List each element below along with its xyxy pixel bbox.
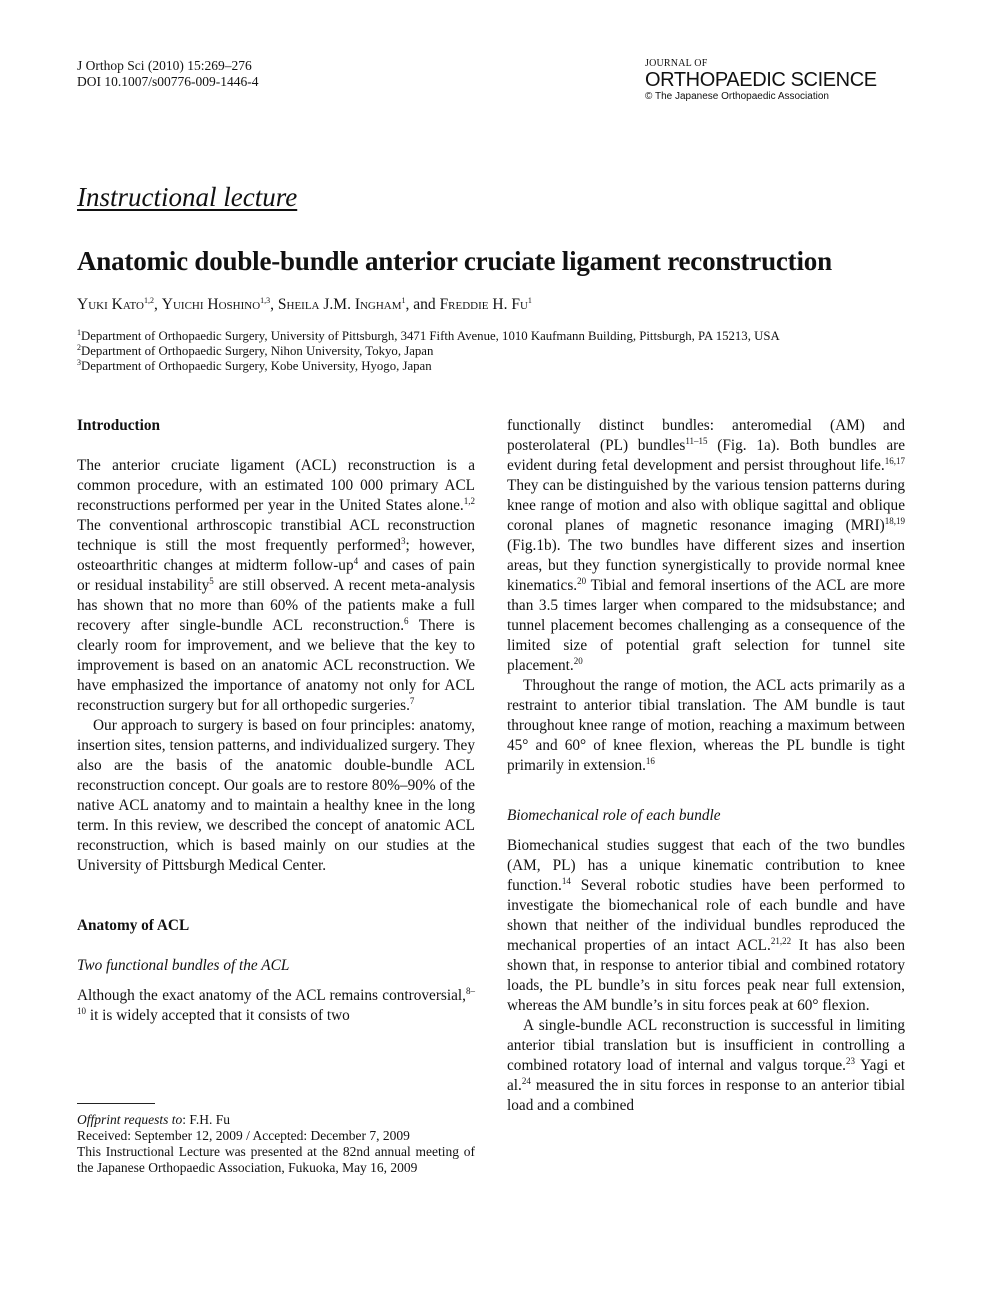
affiliation: $^1$Department of Orthopaedic Surgery, University of Pittsburgh, 3471 Fifth Avenue, 1010 Kaufmann Building, Pittsburgh, PA 15213, USA (77, 328, 780, 343)
journal-logo (645, 58, 877, 103)
citation-superscript: 16 (645, 756, 655, 766)
right-column (507, 416, 905, 1116)
paragraph: Although the exact anatomy of the ACL remains controversial,$^{8-10}$ it is widely accepted that it consists of two (77, 986, 475, 1024)
paragraph: functionally distinct bundles: anteromedial (AM) and posterolateral (PL) bundles$^{11-15}$ (Fig. 1a). Both bundles are evident during fetal development and persist throughout life.$^{16,17}$ They can be distinguished by the various tension patterns during knee range of motion and also with oblique sagittal and oblique coronal planes of magnetic resonance imaging (MRI)$^{18,19}$ (Fig.1b). The two bundles have different sizes and insertion areas, but they function synergistically to provide normal knee kinematics.$^{20}$ Tibial and femoral insertions of the ACL are more than 3.5 times larger when compared to the midsubstance; and tunnel placement becomes challenging as a consequence of the limited size of potential graft selection for tunnel site placement.$^{20}$ (507, 417, 905, 674)
citation-superscript: 20 (573, 656, 583, 666)
offprint-name: : F.H. Fu (182, 1112, 230, 1127)
citation-superscript: 3 (400, 536, 406, 546)
journal-logo-name: ORTHOPAEDIC SCIENCE (645, 69, 877, 91)
citation-superscript: 11–15 (685, 436, 708, 446)
footnote (77, 1112, 475, 1176)
author-name: Freddie H. Fu (439, 296, 528, 313)
section-heading-anatomy: Anatomy of ACL (77, 917, 190, 934)
citation-superscript: 24 (521, 1076, 531, 1086)
subsection-heading-biomechanical: Biomechanical role of each bundle (507, 807, 721, 824)
citation-superscript: 23 (846, 1056, 856, 1066)
author-affiliation-marker: 1,3 (260, 296, 271, 305)
author-affiliation-marker: 1,2 (144, 296, 155, 305)
citation-superscript: 18,19 (884, 516, 905, 526)
journal-citation: J Orthop Sci (2010) 15:269–276 (77, 58, 252, 73)
citation-superscript: 6 (404, 616, 409, 626)
author-list: Yuki Kato$^{1,2}$, Yuichi Hoshino$^{1,3}$, Sheila J.M. Ingham$^1$, and Freddie H. Fu$^1$ (77, 296, 532, 313)
author-affiliation-marker: 1 (527, 296, 532, 305)
paragraph: A single-bundle ACL reconstruction is successful in limiting anterior tibial translation but is insufficient in controlling a combined rotatory load of internal and valgus torque.$^{23}$ Yagi et al.$^{24}$ measured the in situ forces in response to an anterior tibial load and a combined (507, 1017, 905, 1114)
paragraph: Our approach to surgery is based on four principles: anatomy, insertion sites, tension patterns, and individualized surgery. They also are the basis of the anatomic double-bundle ACL reconstruction concept. Our goals are to restore 80%–90% of the native ACL anatomy and to maintain a healthy knee in the long term. In this review, we described the concept of anatomic ACL reconstruction, which is based mainly on our studies at the University of Pittsburgh Medical Center. (77, 717, 475, 874)
received-dates: Received: September 12, 2009 / Accepted: December 7, 2009 (77, 1128, 410, 1143)
presentation-note: This Instructional Lecture was presented at the 82nd annual meeting of the Japanese Orthopaedic Association, Fukuoka, May 16, 2009 (77, 1144, 475, 1175)
footnote-rule (77, 1103, 155, 1104)
citation-superscript: 20 (577, 576, 587, 586)
author-name: Yuki Kato (77, 296, 145, 313)
author-name: Yuichi Hoshino (161, 296, 261, 313)
section-heading-introduction: Introduction (77, 417, 161, 434)
author-affiliation-marker: 1 (401, 296, 406, 305)
author-name: Sheila J.M. Ingham (277, 296, 402, 313)
affiliation: $^3$Department of Orthopaedic Surgery, Kobe University, Hyogo, Japan (77, 358, 432, 373)
left-column (77, 416, 475, 1026)
citation-superscript: 8–10 (77, 986, 475, 1016)
article-type: Instructional lecture (77, 182, 298, 212)
citation-superscript: 7 (409, 696, 415, 706)
citation-superscript: 5 (209, 576, 214, 586)
journal-logo-copyright: © The Japanese Orthopaedic Association (645, 91, 829, 102)
citation-superscript: 21,22 (770, 936, 792, 946)
paragraph: The anterior cruciate ligament (ACL) reconstruction is a common procedure, with an estimated 100 000 primary ACL reconstructions performed per year in the United States alone.$^{1,2}$ The conventional arthroscopic transtibial ACL reconstruction technique is still the most frequently performed$^3$; however, osteoarthritic changes at midterm follow-$up^4$ and cases of pain or residual instability$^5$ are still observed. A recent meta-analysis has shown that no more than 60% of the patients make a full recovery after single-bundle ACL reconstruction.$^6$ There is clearly room for improvement, and we believe that the key to improvement is based on an anatomic ACL reconstruction. We have emphasized the importance of anatomy not only for ACL reconstruction surgery but for all orthopedic surgeries.$^7$ (77, 457, 475, 714)
citation-header (77, 58, 259, 90)
affiliations (77, 329, 780, 374)
citation-superscript: 1,2 (463, 496, 475, 506)
subsection-heading-two-bundles: Two functional bundles of the ACL (77, 957, 290, 974)
citation-superscript: 16,17 (884, 456, 905, 466)
paragraph: Biomechanical studies suggest that each of the two bundles (AM, PL) has a unique kinematic contribution to knee function.$^{14}$ Several robotic studies have been performed to investigate the biomechanical role of each bundle and have shown that neither of the individual bundles reproduced the mechanical properties of an intact ACL.$^{21,22}$ It has also been shown that, in response to anterior tibial and combined rotatory loads, the PL bundle’s in situ forces peak near full extension, whereas the AM bundle’s in situ forces peak at 60° flexion. (507, 837, 905, 1014)
offprint-label: Offprint requests to (77, 1112, 183, 1127)
citation-superscript: 4 (353, 556, 359, 566)
journal-logo-top: JOURNAL OF (645, 58, 708, 69)
paragraph: Throughout the range of motion, the ACL acts primarily as a restraint to anterior tibial translation. The AM bundle is taut throughout knee range of motion, reaching a maximum between 45° and 60° of knee flexion, whereas the PL bundle is tight primarily in extension.$^{16}$ (507, 677, 905, 774)
doi: DOI 10.1007/s00776-009-1446-4 (77, 74, 259, 89)
citation-superscript: 14 (561, 876, 571, 886)
article-title: Anatomic double-bundle anterior cruciate ligament reconstruction (77, 246, 832, 276)
affiliation: $^2$Department of Orthopaedic Surgery, Nihon University, Tokyo, Japan (77, 343, 434, 358)
